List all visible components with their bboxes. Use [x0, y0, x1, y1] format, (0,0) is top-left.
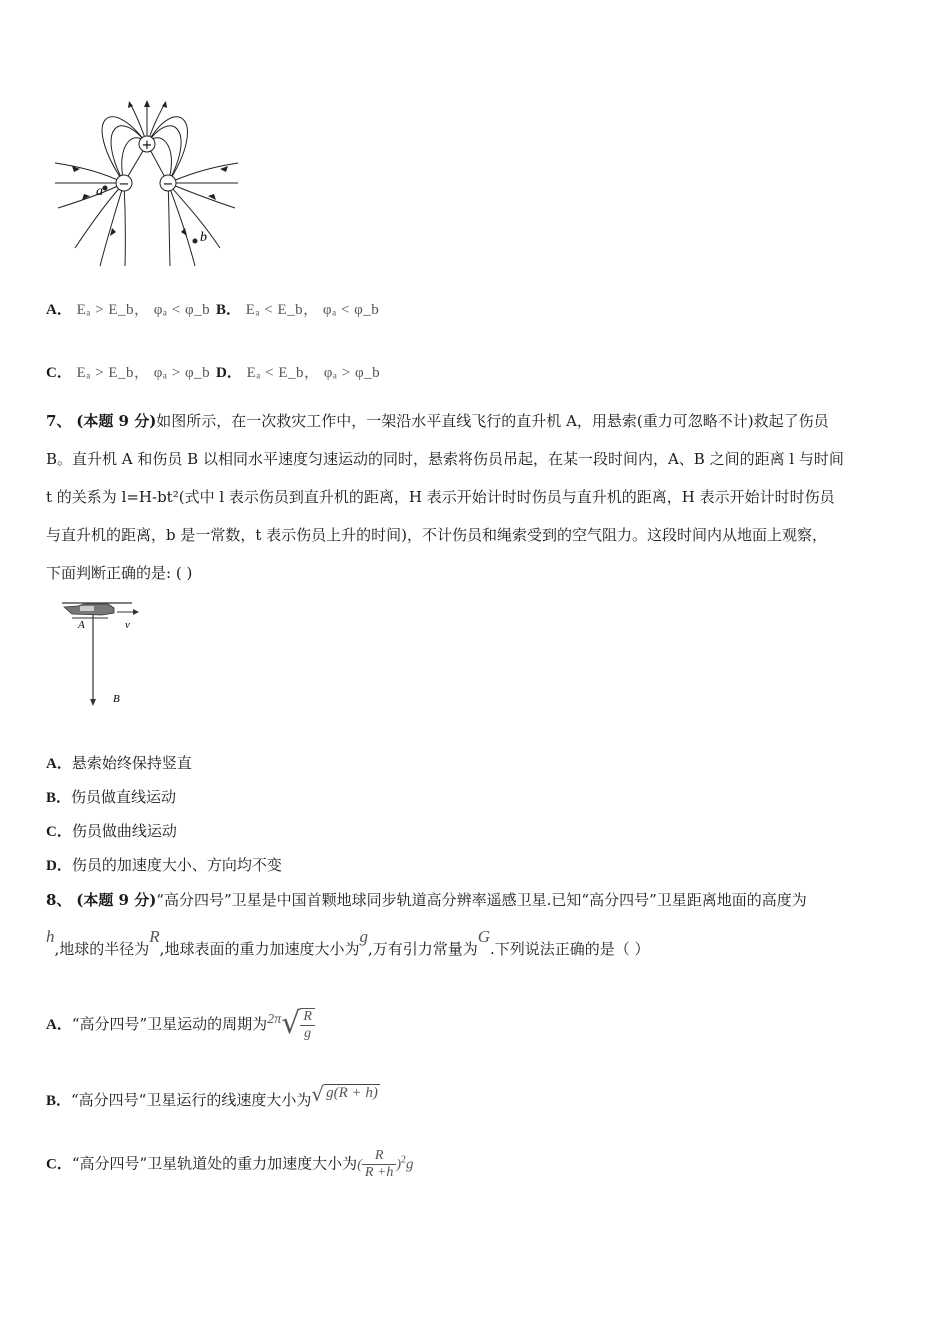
q7-line-1	[46, 402, 906, 440]
var-g: g	[359, 927, 368, 946]
option-label: D．	[216, 365, 242, 381]
fraction-r-over-g	[300, 1008, 315, 1042]
option-text: 伤员做直线运动	[71, 788, 177, 806]
q7-stem	[46, 402, 906, 592]
var-G: G	[477, 927, 491, 946]
q7-text-line-3: t 的关系为 l=H-bt²(式中 l 表示伤员到直升机的距离，H 表示开始计时时伤员与直升机的距离，H 表示开始计时时伤员	[46, 488, 835, 506]
option-formula: Eₐ > E_b， φₐ > φ_b	[76, 365, 211, 381]
negative-charge-sign-right: −	[162, 177, 174, 192]
q8-option-a[interactable]	[46, 1002, 315, 1042]
q6-option-a[interactable]	[46, 298, 210, 319]
option-label: D．	[46, 858, 72, 874]
q8-text-end: .下列说法正确的是（ ）	[490, 940, 650, 958]
var-g: g	[406, 1156, 414, 1173]
q8-text-line-1: “高分四号”卫星是中国首颗地球同步轨道高分辨率遥感卫星.已知“高分四号”卫星距离地面的高度为	[156, 891, 807, 909]
option-label: A．	[46, 756, 72, 772]
q8-line-2	[46, 927, 650, 959]
q8-option-b[interactable]	[46, 1082, 380, 1110]
option-label: A．	[46, 1017, 72, 1033]
option-formula: Eₐ < E_b， φₐ > φ_b	[246, 365, 381, 381]
option-label: B．	[46, 1093, 72, 1109]
option-text: 伤员的加速度大小、方向均不变	[71, 856, 282, 874]
field-lines-figure	[50, 98, 245, 270]
two-pi: 2π	[267, 1012, 282, 1027]
point-a-label: a	[96, 184, 103, 199]
frac-denominator: g	[304, 1026, 312, 1041]
q6-option-c[interactable]	[46, 361, 210, 382]
q6-option-b[interactable]	[216, 298, 379, 319]
q8-text-radius: ,地球的半径为	[54, 940, 150, 958]
option-formula: Eₐ < E_b， φₐ < φ_b	[245, 302, 380, 318]
q7-text-line-5: 下面判断正确的是: ( )	[46, 564, 193, 582]
var-h: h	[46, 927, 55, 946]
frac-denominator: R +h	[364, 1165, 394, 1180]
q7-option-b[interactable]	[46, 786, 176, 807]
question-score: (本题 9 分)	[76, 891, 157, 909]
helicopter-figure	[58, 598, 158, 714]
q7-text-line-4: 与直升机的距离，b 是一常数，t 表示伤员上升的时间)，不计伤员和绳索受到的空气阻力。这段时间内从地面上观察，	[46, 526, 828, 544]
positive-charge-sign: +	[141, 138, 153, 153]
q7-option-a[interactable]	[46, 752, 192, 773]
sqrt-g-r-plus-h: g(R + h)	[326, 1085, 378, 1101]
option-label: C．	[46, 1156, 72, 1173]
paren-close: )	[396, 1157, 402, 1173]
label-b: B	[113, 693, 120, 705]
frac-numerator: R	[300, 1009, 315, 1026]
sqrt-sign-icon: √	[281, 1006, 301, 1041]
option-label: C．	[46, 824, 72, 840]
q8-text-gravity: ,地球表面的重力加速度大小为	[159, 940, 360, 958]
sqrt-sign-icon: √	[311, 1082, 325, 1106]
option-label: B．	[46, 790, 72, 806]
point-b-label: b	[200, 230, 207, 245]
frac-numerator: R	[362, 1148, 397, 1165]
q8-option-c[interactable]	[46, 1148, 414, 1181]
question-number: 7、	[46, 412, 72, 430]
option-label: C．	[46, 365, 72, 381]
q7-text-line-2: B。直升机 A 和伤员 B 以相同水平速度匀速运动的同时，悬索将伤员吊起，在某一段时间内，A、B 之间的距离 l 与时间	[46, 450, 844, 468]
question-score: (本题 9 分)	[76, 412, 157, 430]
q7-option-c[interactable]	[46, 820, 177, 841]
option-formula: Eₐ > E_b， φₐ < φ_b	[76, 302, 211, 318]
label-v: v	[125, 619, 130, 631]
q8-text-G: ,万有引力常量为	[367, 940, 478, 958]
fraction-r-over-r-plus-h	[362, 1148, 397, 1181]
q7-text-line-1: 如图所示，在一次救灾工作中，一架沿水平直线飞行的直升机 A，用悬索(重力可忽略不计)救起了伤员	[156, 412, 829, 430]
option-text: 伤员做曲线运动	[71, 822, 177, 840]
option-text: “高分四号”卫星轨道处的重力加速度大小为	[71, 1154, 358, 1173]
exponent: 2	[401, 1154, 407, 1166]
option-text: “高分四号”卫星运动的周期为	[71, 1015, 268, 1033]
option-text: “高分四号“卫星运行的线速度大小为	[71, 1091, 312, 1109]
label-a: A	[78, 619, 85, 631]
option-text: 悬索始终保持竖直	[71, 754, 192, 772]
q7-option-d[interactable]	[46, 854, 282, 875]
negative-charge-sign-left: −	[118, 177, 130, 192]
option-label: A．	[46, 302, 72, 318]
option-label: B．	[216, 302, 242, 318]
var-R: R	[149, 927, 160, 946]
paren-open: (	[357, 1157, 362, 1173]
q8-line-1	[46, 889, 807, 910]
q6-option-d[interactable]	[216, 361, 380, 382]
question-number: 8、	[46, 891, 72, 909]
